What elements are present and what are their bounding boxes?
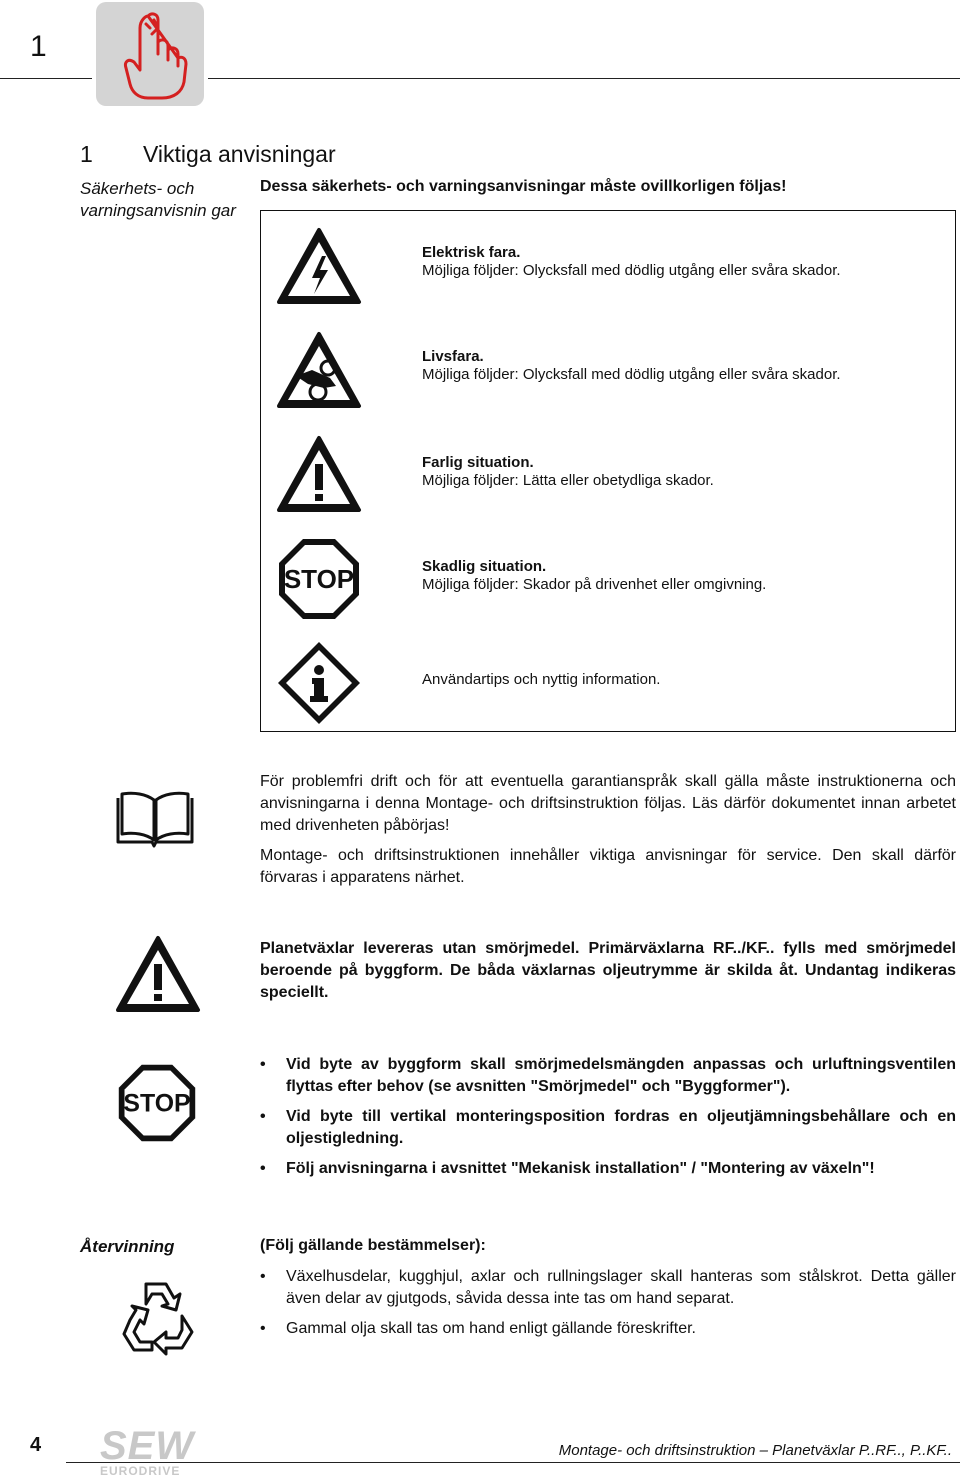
stop-list bbox=[260, 1054, 956, 1188]
safety-item-4: Skadlig situation. Möjliga följder: Skador på drivenhet eller omgivning. bbox=[422, 558, 767, 593]
page-number: 4 bbox=[30, 1434, 42, 1456]
lubricant-warning: Planetväxlar levereras utan smörjmedel. Primärväxlarna RF../KF.. fylls med smörjmedel beroende på byggform. De båda växlarnas oljeutrymme är skilda åt. Undantag indikeras speciellt. bbox=[260, 940, 956, 1001]
book-icon bbox=[114, 790, 196, 855]
svg-text:STOP: STOP bbox=[123, 1090, 191, 1118]
side-label-safety: Säkerhets- och varningsanvisnin gar bbox=[80, 179, 236, 220]
svg-text:STOP: STOP bbox=[283, 564, 355, 594]
warning-icon bbox=[274, 430, 364, 520]
list-item: • Vid byte av byggform skall smörjmedelsmängden anpassas och urluftningsventilen flyttas efter behov (se avsnitten "Smörjmedel" och "Byggformer"). bbox=[260, 1054, 956, 1098]
stop-icon bbox=[114, 1060, 200, 1151]
safety-item-2: Livsfara. Möjliga följder: Olycksfall med dödlig utgång eller svåra skador. bbox=[422, 348, 841, 383]
info-icon bbox=[274, 638, 364, 728]
footer-doc-title: Montage- och driftsinstruktion – Planetväxlar P..RF.., P..KF.. bbox=[558, 1442, 952, 1459]
recycling-list bbox=[260, 1266, 956, 1348]
footer-rule bbox=[66, 1462, 960, 1463]
list-item: • Följ anvisningarna i avsnittet "Mekanisk installation" / "Montering av växeln"! bbox=[260, 1158, 956, 1180]
electric-hazard-icon bbox=[274, 222, 364, 312]
list-item: • Gammal olja skall tas om hand enligt gällande föreskrifter. bbox=[260, 1318, 956, 1340]
safety-item-5: Användartips och nyttig information. bbox=[422, 671, 661, 688]
list-item: • Växelhusdelar, kugghjul, axlar och rullningslager skall hanteras som stålskrot. Detta gäller även delar av gjutgods, såvida dessa inte tas om hand separat. bbox=[260, 1266, 956, 1310]
page-title: Viktiga anvisningar bbox=[143, 141, 336, 167]
side-label-recycling: Återvinning bbox=[80, 1237, 175, 1256]
safety-item-3: Farlig situation. Möjliga följder: Lätta eller obetydliga skador. bbox=[422, 454, 714, 489]
hand-pointer-icon bbox=[96, 2, 204, 106]
stop-icon bbox=[274, 534, 364, 624]
manual-paragraph-1: För problemfri drift och för att eventuella garantianspråk skall gälla måste instruktionerna och anvisningarna i denna Montage- och driftsinstruktion följas. Läs därför dokumentet innan arbetet med drivenheten påbörjas! bbox=[260, 773, 956, 834]
warning-icon bbox=[112, 932, 204, 1021]
mechanical-hazard-icon bbox=[274, 326, 364, 416]
section-number: 1 bbox=[80, 141, 93, 167]
safety-item-1: Elektrisk fara. Möjliga följder: Olycksfall med dödlig utgång eller svåra skador. bbox=[422, 244, 841, 279]
recycling-heading: (Följ gällande bestämmelser): bbox=[260, 1237, 486, 1254]
safety-lead: Dessa säkerhets- och varningsanvisningar måste ovillkorligen följas! bbox=[260, 178, 787, 195]
recycling-icon bbox=[116, 1276, 196, 1361]
sew-logo: SEW EURODRIVE bbox=[100, 1424, 195, 1478]
list-item: • Vid byte till vertikal monteringsposition fordras en oljeutjämningsbehållare och en oljestigledning. bbox=[260, 1106, 956, 1150]
manual-paragraph-2: Montage- och driftsinstruktionen innehåller viktiga anvisningar för service. Den skall därför förvaras i apparatens närhet. bbox=[260, 847, 956, 886]
chapter-number: 1 bbox=[30, 30, 47, 63]
